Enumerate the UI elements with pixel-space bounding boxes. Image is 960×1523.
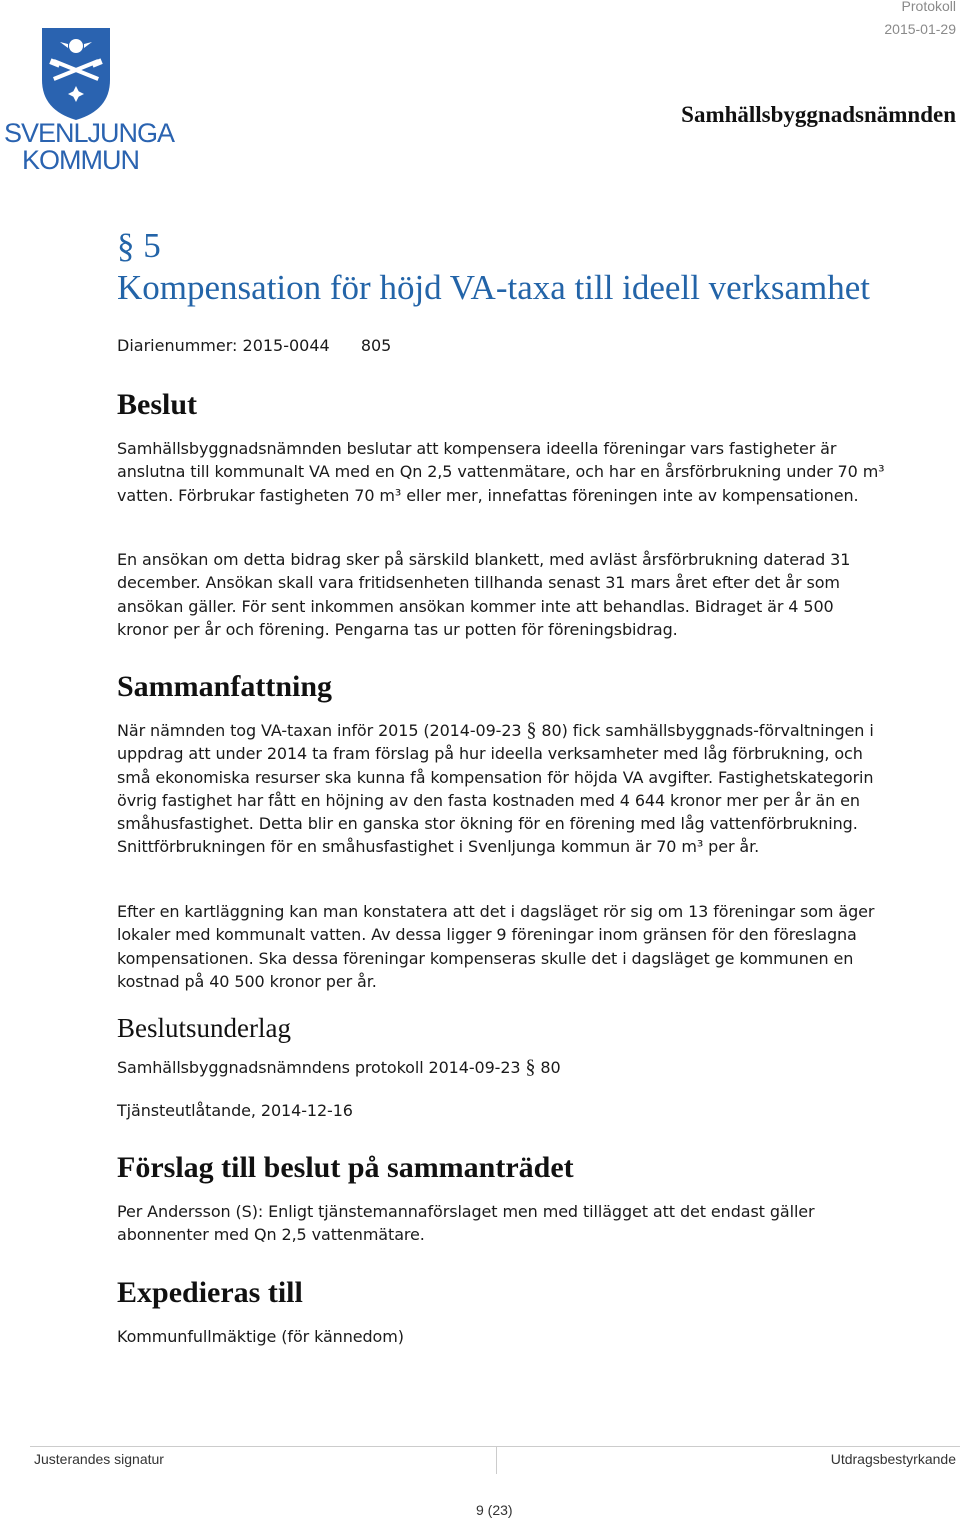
beslutsunderlag-heading: Beslutsunderlag (117, 1013, 291, 1043)
sammanfattning-paragraph-1 (117, 719, 887, 859)
certification-label: Utdragsbestyrkande (830, 1451, 956, 1467)
section-number (117, 226, 161, 266)
signature-label: Justerandes signatur (34, 1451, 164, 1467)
beslut-heading: Beslut (117, 388, 198, 421)
paragraph-symbol: § (526, 719, 537, 741)
diarie-number: Diarienummer: 2015-0044 (117, 336, 330, 355)
footer-divider (30, 1446, 960, 1447)
forslag-heading: Förslag till beslut på sammanträdet (117, 1151, 574, 1184)
section-title: Kompensation för höjd VA-taxa till ideell verksamhet (117, 268, 870, 307)
sammanfattning-text-b: 80) fick samhällsbyggnads-förvaltningen i uppdrag att under 2014 ta fram förslag på hur ideella verksamheter med låg förbrukning, och små ekonomiska resurser ska kunna få kompensation för höjda VA avgifter. Fastighetskategorin övrig fastighet har fått en höjning av den fasta kostnaden med 4 644 kronor mer per år än en småhusfastighet. Detta blir en ganska stor ökning för en förening med låg vattenförbrukning. Snittförbrukningen för en småhusfastighet i Svenljunga kommun är 70 m³ per år. (117, 721, 874, 857)
sammanfattning-paragraph-2: Efter en kartläggning kan man konstatera att det i dagsläget rör sig om 13 föreningar som äger lokaler med kommunalt vatten. Av dessa ligger 9 föreningar inom gränsen för den föreslagna kompensationen. Ska dessa föreningar kompenseras skulle det i dagsläget ge kommunen en kostnad på 40 500 kronor per år. (117, 902, 875, 991)
committee-name: Samhällsbyggnadsnämnden (681, 102, 956, 127)
municipality-logo (4, 24, 175, 175)
logo-text-line1: SVENLJUNGA (4, 118, 175, 148)
beslutsunderlag-item-1 (117, 1056, 887, 1079)
beslutsunderlag-item-2: Tjänsteutlåtande, 2014-12-16 (117, 1101, 353, 1120)
doc-date: 2015-01-29 (884, 21, 956, 37)
paragraph-symbol: § (117, 226, 135, 265)
page-number: 9 (23) (476, 1502, 513, 1518)
sammanfattning-text-a: När nämnden tog VA-taxan inför 2015 (2014-09-23 (117, 721, 527, 740)
expedieras-heading: Expedieras till (117, 1276, 303, 1309)
underlag-paragraph-number: 80 (540, 1058, 561, 1077)
diarie-code: 805 (360, 336, 392, 355)
diarie-row (117, 336, 391, 355)
doc-type-label: Protokoll (901, 0, 956, 14)
logo-text-line2: KOMMUN (22, 145, 139, 175)
section-number-value: 5 (143, 226, 161, 265)
sammanfattning-heading: Sammanfattning (117, 670, 333, 703)
underlag-protocol-text: Samhällsbyggnadsnämndens protokoll 2014-09-23 (117, 1058, 526, 1077)
beslut-paragraph-1: Samhällsbyggnadsnämnden beslutar att kompensera ideella föreningar vars fastigheter är anslutna till kommunalt VA med en Qn 2,5 vattenmätare, och har en årsförbrukning under 70 m³ vatten. Förbrukar fastigheten 70 m³ eller mer, innefattas föreningen inte av kompensationen. (117, 439, 885, 505)
footer-vertical-divider (496, 1446, 497, 1474)
expedieras-item: Kommunfullmäktige (för kännedom) (117, 1327, 404, 1346)
paragraph-symbol: § (525, 1056, 536, 1078)
forslag-paragraph: Per Andersson (S): Enligt tjänstemannaförslaget men med tillägget att det endast gäller abonnenter med Qn 2,5 vattenmätare. (117, 1202, 815, 1245)
beslut-paragraph-2: En ansökan om detta bidrag sker på särskild blankett, med avläst årsförbrukning daterad 31 december. Ansökan skall vara fritidsenheten tillhanda senast 31 mars året efter det år som ansökan gäller. För sent inkommen ansökan kommer inte att behandlas. Bidraget är 4 500 kronor per år och förening. Pengarna tas ur potten för föreningsbidrag. (117, 550, 851, 639)
